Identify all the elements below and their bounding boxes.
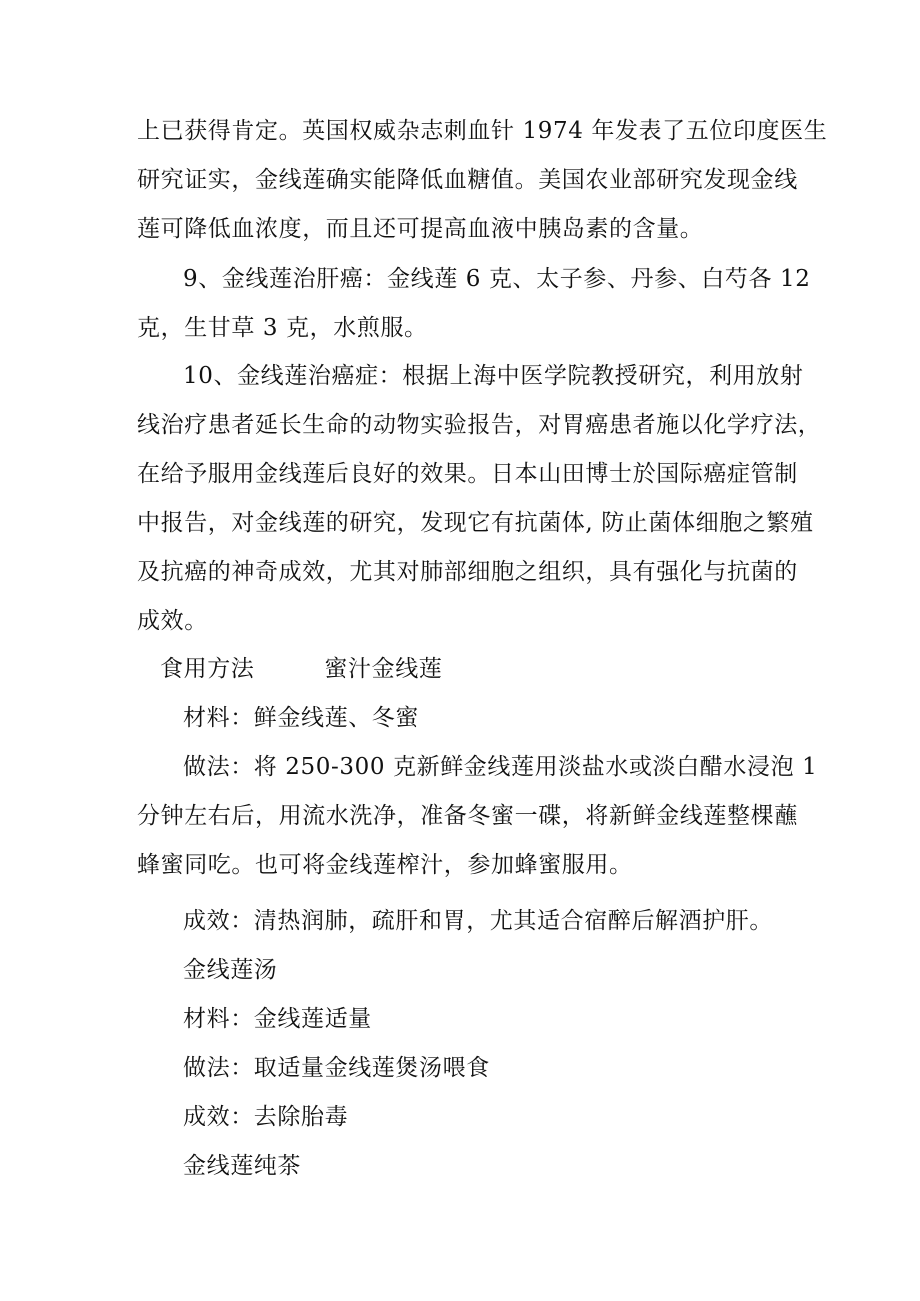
- text-line: 研究证实，金线莲确实能降低血糖值。美国农业部研究发现金线: [137, 167, 798, 193]
- recipe-method-line: 做法：将 250-300 克新鲜金线莲用淡盐水或淡白醋水浸泡 1: [183, 754, 818, 780]
- usage-heading-line: [160, 654, 442, 684]
- text-line: 成效。: [137, 608, 208, 634]
- text-line: 中报告，对金线莲的研究，发现它有抗菌体, 防止菌体细胞之繁殖: [137, 510, 814, 536]
- recipe-method-line: 蜂蜜同吃。也可将金线莲榨汁，参加蜂蜜服用。: [137, 852, 633, 878]
- text-line: 在给予服用金线莲后良好的效果。日本山田博士於国际癌症管制: [137, 461, 798, 487]
- recipe-materials: 材料：鲜金线莲、冬蜜: [183, 705, 419, 731]
- text-line: 克，生甘草 3 克，水煎服。: [137, 315, 428, 341]
- text-line: 上已获得肯定。英国权威杂志刺血针 1974 年发表了五位印度医生: [137, 118, 828, 144]
- text-line: 莲可降低血浓度，而且还可提高血液中胰岛素的含量。: [137, 216, 704, 242]
- recipe-effect: 成效：清热润肺，疏肝和胃，尤其适合宿醉后解酒护肝。: [183, 908, 773, 934]
- recipe-title: 金线莲汤: [183, 957, 278, 983]
- recipe-method-line: 分钟左右后，用流水洗净，准备冬蜜一碟，将新鲜金线莲整棵蘸: [137, 803, 798, 829]
- recipe-effect: 成效：去除胎毒: [183, 1104, 349, 1130]
- text-line: 及抗癌的神奇成效，尤其对肺部细胞之组织，具有强化与抗菌的: [137, 559, 798, 585]
- text-line: 10、金线莲治癌症：根据上海中医学院教授研究，利用放射: [183, 363, 804, 389]
- recipe-method: 做法：取适量金线莲煲汤喂食: [183, 1055, 490, 1081]
- usage-section-label: 食用方法: [160, 656, 255, 682]
- text-line: 9、金线莲治肝癌：金线莲 6 克、太子参、丹参、白芍各 12: [183, 266, 811, 292]
- recipe-materials: 材料：金线莲适量: [183, 1006, 372, 1032]
- recipe-title: 金线莲纯茶: [183, 1153, 301, 1179]
- text-line: 线治疗患者延长生命的动物实验报告，对胃癌患者施以化学疗法，: [137, 412, 822, 438]
- recipe-title: 蜜汁金线莲: [324, 656, 443, 682]
